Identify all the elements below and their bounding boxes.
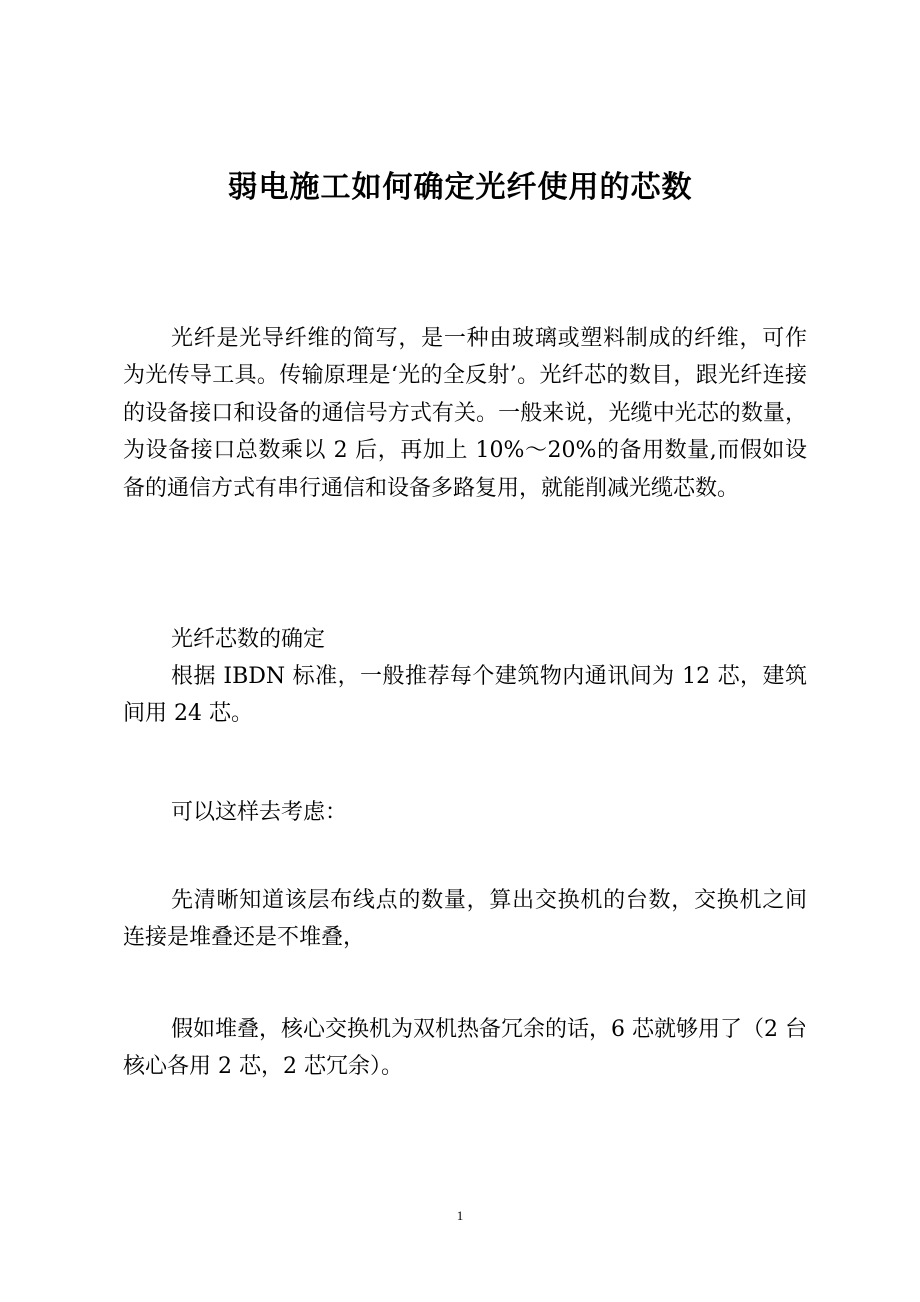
- paragraph-ibdn-standard: 根据 IBDN 标准，一般推荐每个建筑物内通讯间为 12 芯，建筑间用 24 芯。: [123, 664, 807, 727]
- paragraph-fiber-intro: 光纤是光导纤维的简写，是一种由玻璃或塑料制成的纤维，可作为光传导工具。传输原理是‘光的全反射’。光纤芯的数目，跟光纤连接的设备接口和设备的通信号方式有关。一般来说，光缆中光芯的数量，为设备接口总数乘以 2 后，再加上 10%～20%的备用数量,而假如设备的通信方式有串行通信和设备多路复用，就能削减光缆芯数。: [123, 326, 807, 501]
- document-title: 弱电施工如何确定光纤使用的芯数: [227, 170, 693, 205]
- page-number: 1: [456, 1208, 464, 1223]
- paragraph-consider: 可以这样去考虑：: [171, 800, 348, 825]
- paragraph-switch-count: 先清晰知道该层布线点的数量，算出交换机的台数，交换机之间连接是堆叠还是不堆叠，: [123, 888, 807, 951]
- paragraph-stacking: 假如堆叠，核心交换机为双机热备冗余的话，6 芯就够用了（2 台核心各用 2 芯，2 芯冗余）。: [123, 1017, 807, 1080]
- paragraph-core-count-heading: 光纤芯数的确定: [171, 627, 326, 652]
